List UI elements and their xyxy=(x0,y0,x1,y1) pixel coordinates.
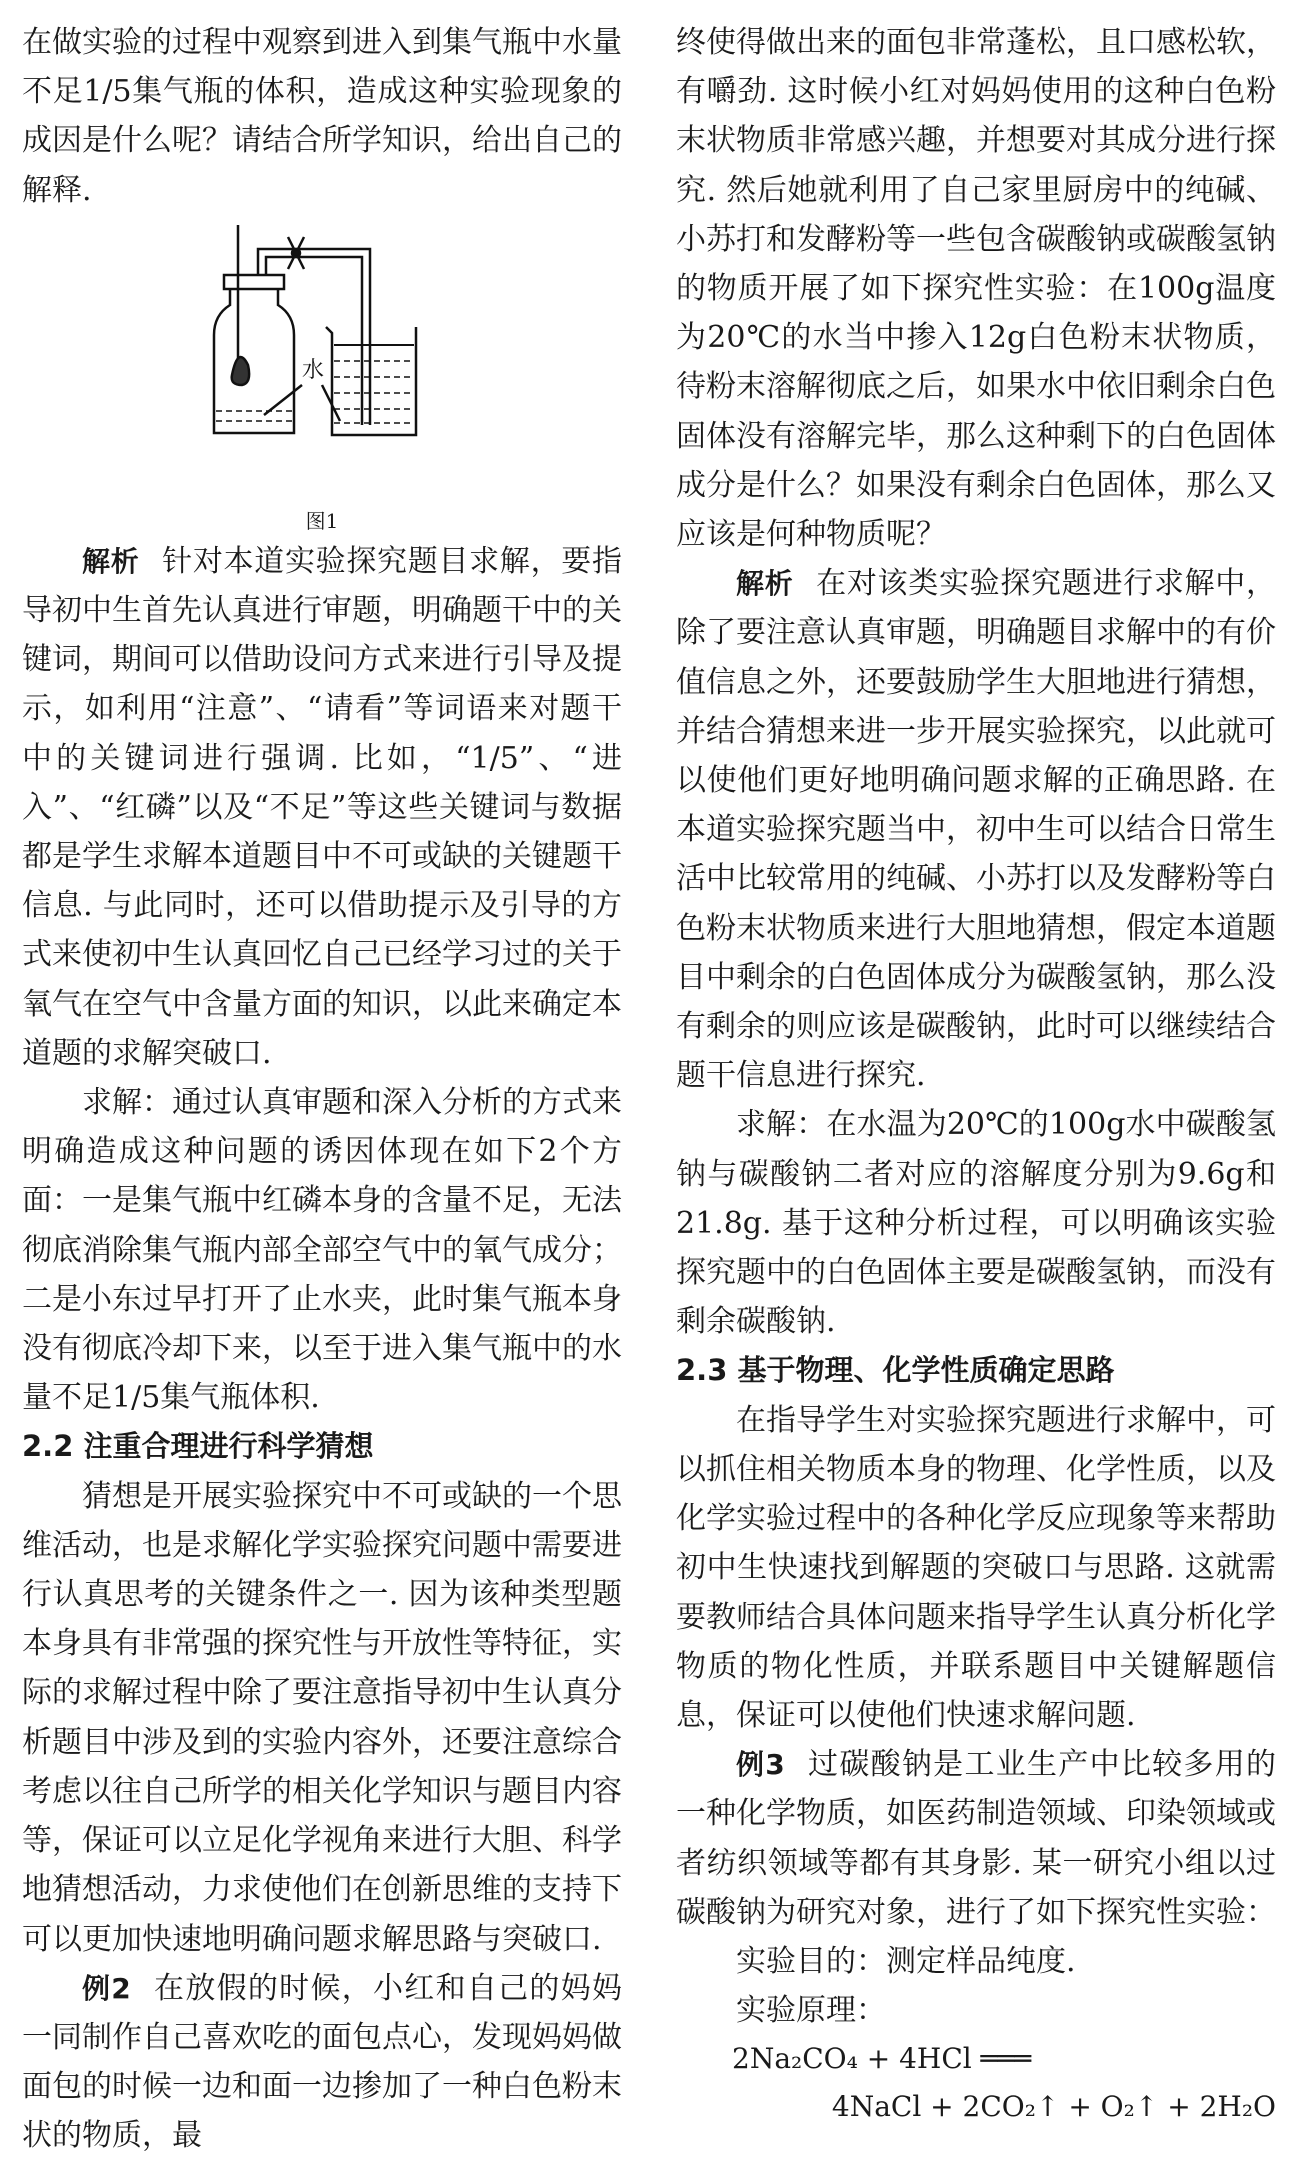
left-column xyxy=(22,18,622,2161)
solution-paragraph: 求解：通过认真审题和深入分析的方式来明确造成这种问题的诱因体现在如下2个方面：一是集气瓶中红磷本身的含量不足，无法彻底消除集气瓶内部全部空气中的氧气成分；二是小东过早打开了止水夹，此时集气瓶本身没有彻底冷却下来，以至于进入集气瓶中的水量不足1/5集气瓶体积. xyxy=(22,1085,622,1416)
analysis-text-right: 在对该类实验探究题进行求解中，除了要注意认真审题，明确题目求解中的有价值信息之外，还要鼓励学生大胆地进行猜想，并结合猜想来进一步开展实验探究，以此就可以使他们更好地明确问题求解的正确思路. 在本道实验探究题当中，初中生可以结合日常生活中比较常用的纯碱、小苏打以及发酵粉等白色粉末状物质来进行大胆地猜想，假定本道题目中剩余的白色固体成分为碳酸氢钠，那么没有剩余的则应该是碳酸钠，此时可以继续结合题干信息进行探究. xyxy=(676,566,1276,1094)
equation-lhs: 2Na₂CO₄ + 4HCl ═══ xyxy=(732,2042,1032,2076)
section-paragraph-2-3: 在指导学生对实验探究题进行求解中，可以抓住相关物质本身的物理、化学性质，以及化学实验过程中的各种化学反应现象等来帮助初中生快速找到解题的突破口与思路. 这就需要教师结合具体问题来指导学生认真分析化学物质的物化性质，并联系题目中关键解题信息，保证可以使他们快速求解问题. xyxy=(676,1402,1276,1733)
analysis-paragraph xyxy=(22,537,622,1078)
example3-label: 例3 xyxy=(736,1748,785,1782)
water-label: 水 xyxy=(302,357,325,383)
figure-caption: 图1 xyxy=(305,508,339,533)
intro-paragraph: 在做实验的过程中观察到进入到集气瓶中水量不足1/5集气瓶的体积，造成这种实验现象的成因是什么呢？请结合所学知识，给出自己的解释. xyxy=(22,25,622,208)
burning-spoon xyxy=(232,357,249,385)
example2-label: 例2 xyxy=(82,1971,131,2005)
section-heading-2-3: 2.3 基于物理、化学性质确定思路 xyxy=(676,1353,1115,1388)
analysis-label: 解析 xyxy=(82,544,140,578)
example3-text: 过碳酸钠是工业生产中比较多用的一种化学物质，如医药制造领域、印染领域或者纺织领域等都有其身影. 某一研究小组以过碳酸钠为研究对象，进行了如下探究性实验： xyxy=(676,1747,1276,1930)
equation-rhs: 4NaCl + 2CO₂↑ + O₂↑ + 2H₂O xyxy=(831,2090,1276,2124)
apparatus-diagram xyxy=(202,225,442,465)
analysis-paragraph-right xyxy=(676,559,1276,1100)
experiment-purpose: 实验目的：测定样品纯度. xyxy=(736,1943,1076,1979)
example2-continuation: 终使得做出来的面包非常蓬松，且口感松软，有嚼劲. 这时候小红对妈妈使用的这种白色粉末状物质非常感兴趣，并想要对其成分进行探究. 然后她就利用了自己家里厨房中的纯碱、小苏打和发酵粉等一些包含碳酸钠或碳酸氢钠的物质开展了如下探究性实验：在100g温度为20℃的水当中掺入12g白色粉末状物质，待粉末溶解彻底之后，如果水中依旧剩余白色固体没有溶解完毕，那么这种剩下的白色固体成分是什么？如果没有剩余白色固体，那么又应该是何种物质呢？ xyxy=(676,25,1276,553)
section-heading-2-2: 2.2 注重合理进行科学猜想 xyxy=(22,1429,374,1464)
example2-text: 在放假的时候，小红和自己的妈妈一同制作自己喜欢吃的面包点心，发现妈妈做面包的时候一边和面一边掺加了一种白色粉末状的物质，最 xyxy=(22,1970,622,2154)
solution-paragraph-right: 求解：在水温为20℃的100g水中碳酸氢钠与碳酸钠二者对应的溶解度分别为9.6g和21.8g. 基于这种分析过程，可以明确该实验探究题中的白色固体主要是碳酸氢钠，而没有剩余碳酸钠. xyxy=(676,1107,1276,1340)
bottle-stopper xyxy=(224,275,284,289)
right-column xyxy=(676,18,1276,2131)
analysis-text: 针对本道实验探究题目求解，要指导初中生首先认真进行审题，明确题干中的关键词，期间可以借助设问方式来进行引导及提示，如利用“注意”、“请看”等词语来对题干中的关键词进行强调. 比如，“1/5”、“进入”、“红磷”以及“不足”等这些关键词与数据都是学生求解本道题目中不可或缺的关键题干信息. 与此同时，还可以借助提示及引导的方式来使初中生认真回忆自己已经学习过的关于氧气在空气中含量方面的知识，以此来确定本道题的求解突破口. xyxy=(22,543,622,1071)
figure-1 xyxy=(22,215,622,505)
example3-paragraph xyxy=(676,1740,1276,1937)
analysis-label-right: 解析 xyxy=(736,567,794,601)
experiment-principle: 实验原理： xyxy=(736,1993,886,2029)
example2-paragraph xyxy=(22,1964,622,2161)
section-paragraph-2-2: 猜想是开展实验探究中不可或缺的一个思维活动，也是求解化学实验探究问题中需要进行认真思考的关键条件之一. 因为该种类型题本身具有非常强的探究性与开放性等特征，实际的求解过程中除了要注意指导初中生认真分析题目中涉及到的实验内容外，还要注意综合考虑以往自己所学的相关化学知识与题目内容等，保证可以立足化学视角来进行大胆、科学地猜想活动，力求使他们在创新思维的支持下可以更加快速地明确问题求解思路与突破口. xyxy=(22,1478,622,1957)
